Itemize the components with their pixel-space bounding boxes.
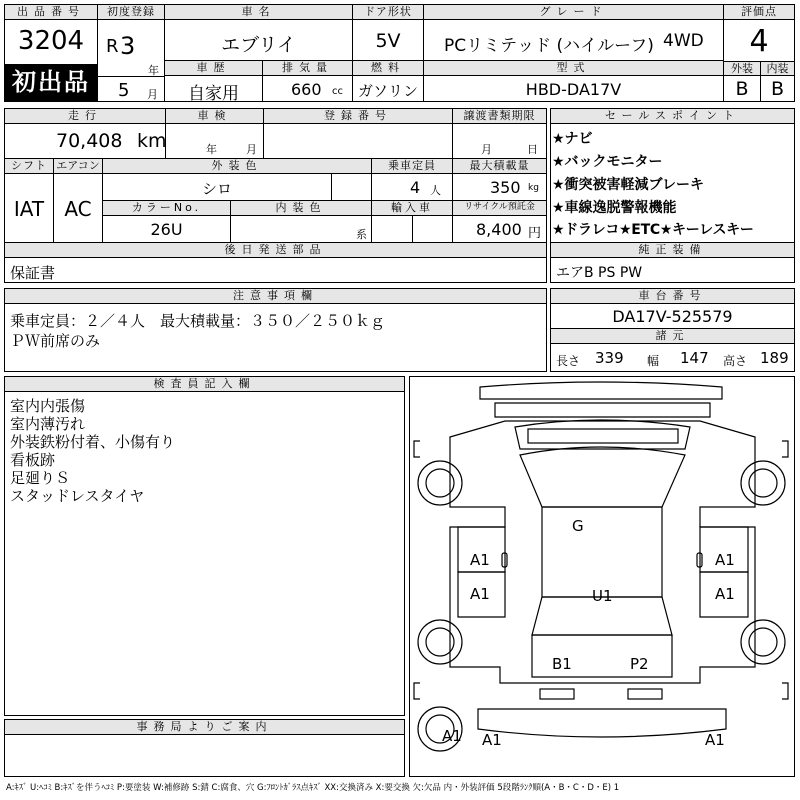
displacement-label: 排気量 — [263, 61, 352, 76]
mark-tailgate-right: P2 — [630, 655, 649, 673]
chassis-label: 車台番号 — [551, 289, 794, 304]
later-parts-label: 後日発送部品 — [5, 243, 546, 258]
width-label: 幅 — [647, 354, 660, 368]
sales-item: ★ドラレコ★ETC★キーレスキー — [552, 222, 754, 238]
mark-rear-door-right: A1 — [715, 585, 735, 603]
mark-windshield: G — [572, 517, 584, 535]
recycle-unit: 円 — [528, 226, 542, 241]
seats-unit: 人 — [430, 184, 441, 197]
mark-rear-door-left: A1 — [470, 585, 490, 603]
load-value: 350 — [490, 178, 521, 197]
fuel-value: ガソリン — [357, 82, 418, 100]
inspector-line: 室内内張傷 — [10, 397, 86, 415]
mark-roof: U1 — [592, 587, 613, 605]
equipment-label: 純正装備 — [551, 243, 794, 258]
inspection-month-unit: 月 — [246, 143, 257, 156]
inspection-year-unit: 年 — [206, 143, 217, 156]
ext-grade: B — [735, 78, 749, 100]
length-value: 339 — [595, 349, 624, 367]
load-unit: kg — [528, 183, 539, 193]
model-label: 型式 — [424, 61, 723, 76]
notes-label: 注意事項欄 — [5, 289, 546, 304]
transfer-day-unit: 日 — [527, 143, 538, 156]
ext-label: 外装 — [724, 62, 760, 76]
inspector-line: 外装鉄粉付着、小傷有り — [10, 433, 176, 451]
legend: A:ｷｽﾞ U:ﾍｺﾐ B:ｷｽﾞを伴うﾍｺﾐ P:要塗装 W:補修跡 S:錆 C:腐食、穴 G:ﾌﾛﾝﾄｶﾞﾗｽ点ｷｽﾞ XX:交換済み X:要交換 欠:欠品 内・外装評価 5段階ﾗﾝｸ順(A・B・C・D・E) 1 — [6, 783, 620, 793]
door-label: ドア形状 — [353, 5, 423, 20]
history-label: 車歴 — [165, 61, 262, 76]
mark-rear-bumper-right: A1 — [705, 731, 725, 749]
plate-label: 登録番号 — [264, 109, 452, 124]
inspector-line: 室内薄汚れ — [10, 415, 86, 433]
reg-month: 5 — [118, 80, 130, 101]
sales-item: ★車線逸脱警報機能 — [552, 200, 677, 216]
color-no-label: カラーNo. — [103, 201, 230, 216]
inspector-line: 足廻りＳ — [10, 469, 71, 487]
int-grade: B — [770, 78, 785, 100]
inspector-line: スタッドレスタイヤ — [10, 487, 145, 505]
inspector-label: 検査員記入欄 — [5, 377, 404, 392]
history-value: 自家用 — [188, 84, 239, 104]
grade-label: グレード — [424, 5, 723, 20]
int-label: 内装 — [761, 62, 794, 76]
sales-item: ★ナビ — [552, 131, 593, 147]
sales-item: ★衝突被害軽減ブレーキ — [552, 177, 704, 193]
drive-type: 4WD — [663, 31, 704, 51]
reg-era: R — [106, 36, 119, 57]
displacement-unit: cc — [332, 86, 343, 97]
reg-month-unit: 月 — [147, 88, 158, 101]
recycle-value: 8,400 — [476, 220, 522, 239]
office-label: 事務局よりご案内 — [5, 720, 404, 735]
mark-rear-quarter-left: A1 — [442, 727, 462, 745]
later-parts-value: 保証書 — [10, 264, 56, 282]
inspector-line: 看板跡 — [10, 451, 56, 469]
ac-label: エアコン — [54, 159, 102, 174]
interior-unit: 系 — [356, 228, 367, 241]
lot-number: 3204 — [17, 26, 85, 56]
transfer-month-unit: 月 — [481, 143, 492, 156]
displacement-value: 660 — [291, 80, 322, 99]
inspection-label: 車検 — [166, 109, 263, 124]
score-value: 4 — [749, 24, 769, 59]
height-value: 189 — [760, 349, 789, 367]
equipment-value: エアB PS PW — [556, 265, 643, 281]
notes-line1: 乗車定員：２／４人 最大積載量：３５０／２５０ｋｇ — [10, 312, 386, 330]
mileage-label: 走行 — [5, 109, 165, 124]
mileage-unit: km — [137, 130, 167, 152]
mark-rear-bumper-left: A1 — [482, 731, 502, 749]
color-label: 外装色 — [103, 159, 371, 174]
mark-tailgate-left: B1 — [552, 655, 572, 673]
height-label: 高さ — [723, 354, 748, 368]
shift-value: IAT — [13, 197, 45, 221]
car-name: エブリイ — [221, 34, 296, 56]
first-listing-badge: 初出品 — [5, 64, 97, 101]
width-value: 147 — [680, 349, 709, 367]
car-damage-diagram — [410, 377, 794, 776]
score-label: 評価点 — [724, 5, 794, 20]
fuel-label: 燃料 — [353, 61, 423, 76]
color-no-value: 26U — [150, 220, 183, 239]
ac-value: AC — [64, 197, 92, 221]
import-label: 輸入車 — [372, 201, 452, 216]
mileage-value: 70,408 — [56, 130, 123, 152]
lot-label: 出品番号 — [5, 5, 97, 20]
reg-year: 3 — [120, 32, 136, 60]
notes-line2: ＰＷ前席のみ — [10, 332, 101, 350]
length-label: 長さ — [556, 354, 581, 368]
chassis-value: DA17V-525579 — [612, 307, 733, 326]
door-type: 5V — [375, 30, 401, 52]
mark-front-door-right: A1 — [715, 551, 735, 569]
car-name-label: 車名 — [165, 5, 352, 20]
sales-item: ★バックモニター — [552, 154, 663, 170]
grade-value: PCリミテッド (ハイルーフ) — [444, 36, 654, 56]
interior-label: 内装色 — [231, 201, 371, 216]
seats-value: 4 — [410, 178, 421, 197]
seats-label: 乗車定員 — [372, 159, 452, 174]
transfer-label: 譲渡書類期限 — [453, 109, 546, 124]
dims-label: 諸元 — [551, 329, 794, 344]
shift-label: シフト — [5, 159, 53, 174]
sales-label: セールスポイント — [551, 109, 794, 124]
reg-label: 初度登録 — [98, 5, 164, 20]
recycle-label: リサイクル預託金 — [453, 201, 546, 216]
mark-front-door-left: A1 — [470, 551, 490, 569]
model-value: HBD-DA17V — [525, 80, 622, 99]
color-value: シロ — [201, 180, 232, 198]
load-label: 最大積載量 — [453, 159, 546, 174]
reg-year-unit: 年 — [148, 64, 159, 77]
